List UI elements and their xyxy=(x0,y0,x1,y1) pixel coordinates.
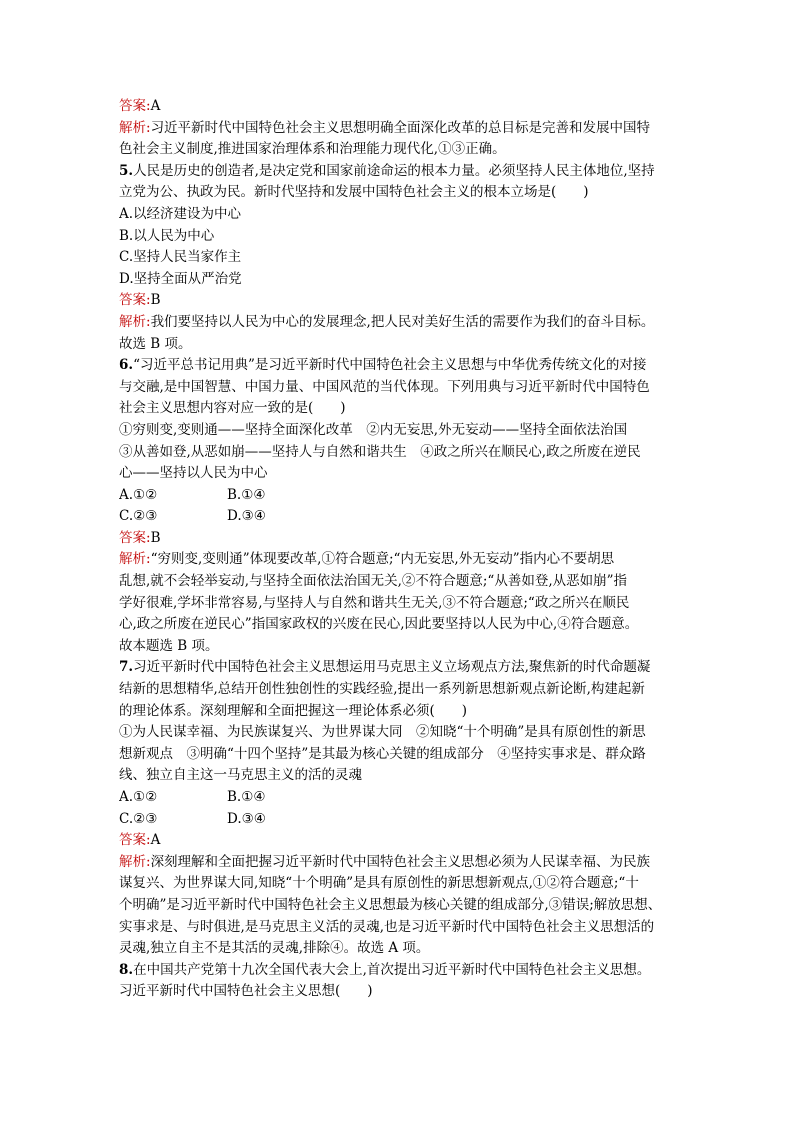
question-line xyxy=(119,355,681,377)
answer-value: A xyxy=(150,98,161,114)
question-line xyxy=(119,701,681,723)
question-line xyxy=(119,657,681,679)
question-text: 与交融,是中国智慧、中国力量、中国风范的当代体现。下列用典与习近平新时代中国特色 xyxy=(119,378,650,395)
exam-content xyxy=(119,96,681,1003)
answer-line xyxy=(119,528,681,550)
question-text: 结新的思想精华,总结开创性独创性的实践经验,提出一系列新思想新观点新论断,构建起新 xyxy=(119,681,645,698)
answer-value: A xyxy=(150,832,161,849)
option-item: A.以经济建设为中心 xyxy=(119,205,242,222)
analysis-text: 灵魂,独立自主不是其活的灵魂,排除④。故选 A 项。 xyxy=(119,940,430,957)
answer-label: 答案: xyxy=(119,832,151,849)
option-item: B.①④ xyxy=(227,789,266,805)
question-line xyxy=(119,981,681,1003)
answer-label: 答案: xyxy=(119,529,151,546)
analysis-line xyxy=(119,938,681,960)
analysis-line xyxy=(119,571,681,593)
question-number: 7. xyxy=(119,659,134,676)
analysis-line xyxy=(119,549,681,571)
analysis-text: 我们要坚持以人民为中心的发展理念,把人民对美好生活的需要作为我们的奋斗目标。 xyxy=(150,313,655,330)
analysis-line xyxy=(119,312,681,334)
analysis-text: 故本题选 B 项。 xyxy=(119,637,219,654)
analysis-line xyxy=(119,334,681,356)
analysis-text: 乱想,就不会轻举妄动,与坚持全面依法治国无关,②不符合题意;“从善如登,从恶如崩”指 xyxy=(119,573,628,590)
option-item: D.③④ xyxy=(227,810,266,827)
option-item: C.②③ xyxy=(119,810,158,827)
analysis-text: 故选 B 项。 xyxy=(119,335,192,352)
question-text: 在中国共产党第十九次全国代表大会上,首次提出习近平新时代中国特色社会主义思想。 xyxy=(133,961,651,978)
statement-line: 线、独立自主这一马克思主义的活的灵魂 xyxy=(119,767,362,784)
analysis-label: 解析: xyxy=(119,119,151,136)
analysis-label: 解析: xyxy=(119,551,151,568)
option-item: D.坚持全面从严治党 xyxy=(119,270,242,287)
option-item: A.①② xyxy=(119,789,158,805)
analysis-line xyxy=(119,895,681,917)
analysis-line xyxy=(119,139,681,161)
answer-line xyxy=(119,96,681,118)
option-row xyxy=(119,809,681,831)
question-text: 社会主义思想内容对应一致的是( ) xyxy=(119,400,346,417)
question-number: 8. xyxy=(119,961,134,978)
answer-value: B xyxy=(150,529,161,546)
option-item: B.①④ xyxy=(227,486,266,503)
answer-value: B xyxy=(150,292,161,309)
option-item: B.以人民为中心 xyxy=(119,227,215,244)
statement-line: 想新观点 ③明确“十四个坚持”是其最为核心关键的组成部分 ④坚持实事求是、群众路 xyxy=(119,745,646,762)
option-row xyxy=(119,485,681,507)
option-row xyxy=(119,506,681,528)
question-line xyxy=(119,679,681,701)
analysis-line xyxy=(119,917,681,939)
question-text: 的理论体系。深刻理解和全面把握这一理论体系必须( ) xyxy=(119,702,468,719)
analysis-line xyxy=(119,614,681,636)
analysis-text: 个明确”是习近平新时代中国特色社会主义思想最为核心关键的组成部分,③错误;解放思想、 xyxy=(119,896,662,913)
analysis-text: 谋复兴、为世界谋大同,知晓“十个明确”是具有原创性的新思想新观点,①②符合题意;“十 xyxy=(119,875,639,892)
statement-line: ③从善如登,从恶如崩——坚持人与自然和谐共生 ④政之所兴在顺民心,政之所废在逆民 xyxy=(119,443,641,460)
analysis-line xyxy=(119,636,681,658)
analysis-text: 实事求是、与时俱进,是马克思主义活的灵魂,也是习近平新时代中国特色社会主义思想活的 xyxy=(119,918,655,935)
option-item: A.①② xyxy=(119,486,158,503)
option-row xyxy=(119,787,681,809)
analysis-label: 解析: xyxy=(119,313,151,330)
question-text: “习近平总书记用典”是习近平新时代中国特色社会主义思想与中华优秀传统文化的对接 xyxy=(133,357,647,374)
question-text: 立党为公、执政为民。新时代坚持和发展中国特色社会主义的根本立场是( ) xyxy=(119,184,589,201)
analysis-line xyxy=(119,593,681,615)
answer-line xyxy=(119,290,681,312)
question-line xyxy=(119,161,681,183)
question-line xyxy=(119,377,681,399)
analysis-text: 色社会主义制度,推进国家治理体系和治理能力现代化,①③正确。 xyxy=(119,141,506,158)
option-item: C.②③ xyxy=(119,508,158,525)
answer-line xyxy=(119,830,681,852)
question-number: 5. xyxy=(119,162,134,179)
analysis-label: 解析: xyxy=(119,853,151,870)
analysis-line xyxy=(119,873,681,895)
question-text: 习近平新时代中国特色社会主义思想运用马克思主义立场观点方法,聚焦新的时代命题凝 xyxy=(133,659,651,676)
analysis-line xyxy=(119,852,681,874)
option-item: C.坚持人民当家作主 xyxy=(119,249,242,266)
question-text: 习近平新时代中国特色社会主义思想( ) xyxy=(119,983,373,1000)
question-line xyxy=(119,398,681,420)
answer-label: 答案: xyxy=(119,292,151,309)
question-number: 6. xyxy=(119,357,134,374)
analysis-text: 习近平新时代中国特色社会主义思想明确全面深化改革的总目标是完善和发展中国特 xyxy=(150,119,651,136)
answer-label: 答案: xyxy=(119,98,151,114)
analysis-text: 心,政之所废在逆民心”指国家政权的兴废在民心,因此要坚持以人民为中心,④符合题意。 xyxy=(119,616,639,633)
analysis-text: 学好很难,学坏非常容易,与坚持人与自然和谐共生无关,③不符合题意;“政之所兴在顺民 xyxy=(119,594,630,611)
option-item: D.③④ xyxy=(227,508,266,525)
question-line xyxy=(119,960,681,982)
question-text: 人民是历史的创造者,是决定党和国家前途命运的根本力量。必须坚持人民主体地位,坚持 xyxy=(133,162,655,179)
statement-line: ①为人民谋幸福、为民族谋复兴、为世界谋大同 ②知晓“十个明确”是具有原创性的新思 xyxy=(119,724,646,741)
statement-line: ①穷则变,变则通——坚持全面深化改革 ②内无妄思,外无妄动——坚持全面依法治国 xyxy=(119,421,628,438)
statement-line: 心——坚持以人民为中心 xyxy=(119,465,268,482)
analysis-text: 深刻理解和全面把握习近平新时代中国特色社会主义思想必须为人民谋幸福、为民族 xyxy=(150,853,651,870)
analysis-line xyxy=(119,118,681,140)
analysis-text: “穷则变,变则通”体现要改革,①符合题意;“内无妄思,外无妄动”指内心不要胡思 xyxy=(150,551,615,568)
question-line xyxy=(119,182,681,204)
